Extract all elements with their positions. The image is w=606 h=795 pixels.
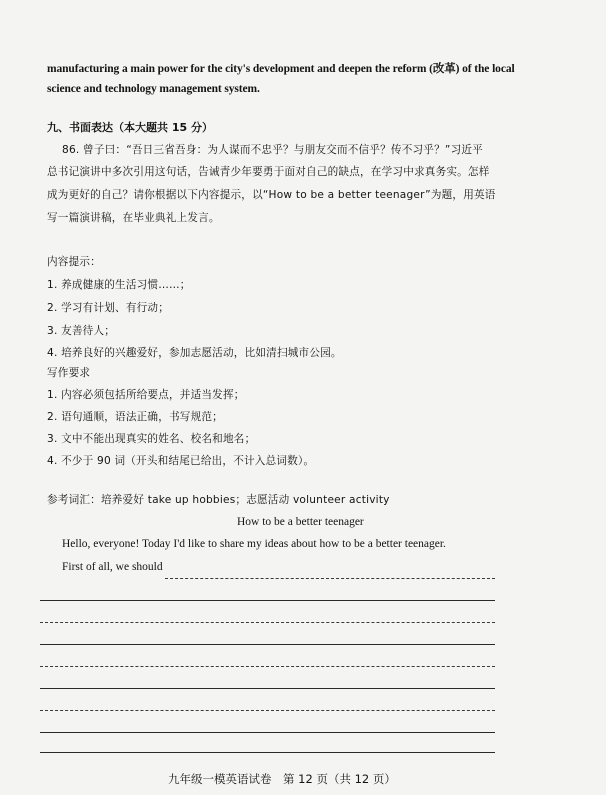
hints-title: 内容提示： (47, 256, 101, 268)
question-line: 成为更好的自己？请你根据以下内容提示，以“How to be a better teenager”为题，用英语 (47, 189, 496, 201)
hint-item: 4. 培养良好的兴趣爱好，参加志愿活动，比如清扫城市公园。 (47, 347, 342, 359)
requirement-item: 2. 语句通顺，语法正确，书写规范； (47, 411, 223, 423)
requirement-item: 4. 不少于 90 词（开头和结尾已给出，不计入总词数）。 (47, 455, 315, 467)
page-footer: 九年级一模英语试卷 第 12 页（共 12 页） (168, 772, 396, 786)
writing-line[interactable] (40, 688, 495, 689)
paragraph-line: manufacturing a main power for the city's development and deepen the reform (改革) of the local (47, 63, 515, 75)
paragraph-line: science and technology management system. (47, 83, 260, 95)
hint-item: 2. 学习有计划、有行动； (47, 302, 170, 314)
writing-line[interactable] (40, 710, 495, 711)
writing-line[interactable] (40, 732, 495, 733)
writing-line[interactable] (40, 644, 495, 645)
requirement-item: 1. 内容必须包括所给要点，并适当发挥； (47, 389, 245, 401)
question-line: 总书记演讲中多次引用这句话，告诫青少年要勇于面对自己的缺点，在学习中求真务实。怎样 (47, 166, 490, 178)
writing-line[interactable] (40, 600, 495, 601)
section-heading: 九、书面表达（本大题共 15 分） (47, 121, 213, 134)
question-line: 写一篇演讲稿，在毕业典礼上发言。 (47, 212, 220, 224)
writing-line[interactable] (40, 622, 495, 623)
hint-item: 3. 友善待人； (47, 325, 116, 337)
essay-title: How to be a better teenager (237, 516, 364, 528)
requirements-title: 写作要求 (47, 367, 91, 379)
writing-line[interactable] (165, 578, 495, 579)
requirement-item: 3. 文中不能出现真实的姓名、校名和地名； (47, 433, 256, 445)
essay-first-line: First of all, we should (62, 561, 163, 573)
writing-line[interactable] (40, 752, 495, 753)
question-line: 86. 曾子曰：“吾日三省吾身：为人谋而不忠乎？与朋友交而不信乎？传不习乎？”习近平 (62, 144, 483, 156)
writing-line[interactable] (40, 666, 495, 667)
essay-opening: Hello, everyone! Today I'd like to share my ideas about how to be a better teenager. (62, 538, 446, 550)
hint-item: 1. 养成健康的生活习惯……； (47, 279, 191, 291)
vocab-reference: 参考词汇：培养爱好 take up hobbies；志愿活动 volunteer activity (47, 494, 390, 506)
